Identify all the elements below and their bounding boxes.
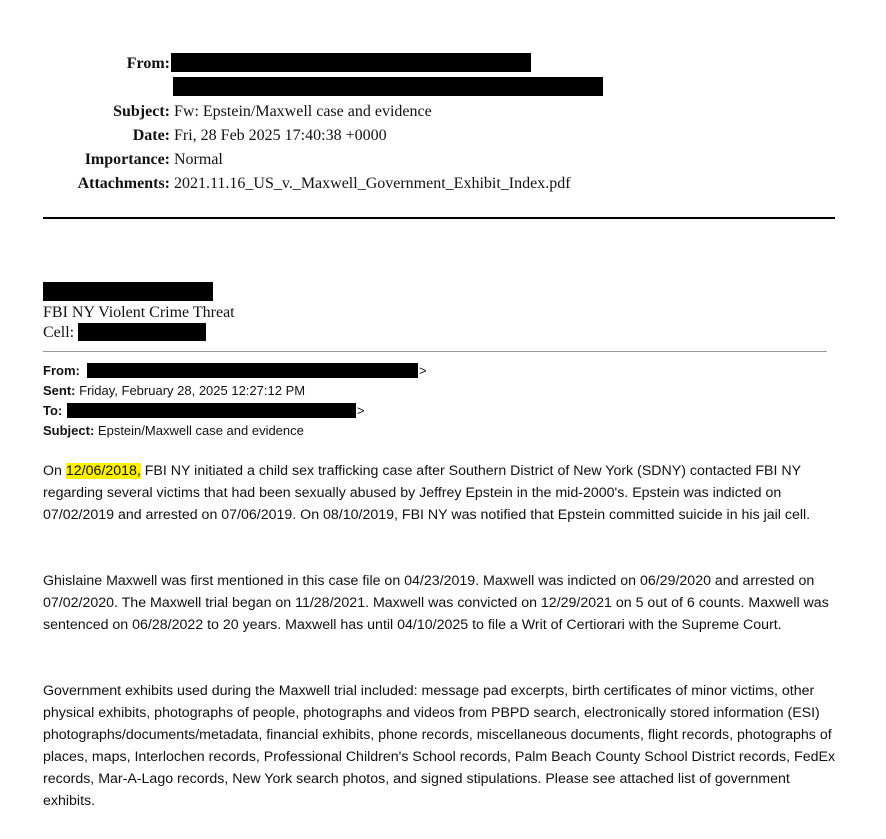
redacted-fwd-to xyxy=(67,403,356,418)
header-divider xyxy=(43,217,835,219)
fwd-sent-value: Friday, February 28, 2025 12:27:12 PM xyxy=(79,383,306,398)
body-paragraph-1 xyxy=(43,460,843,526)
body-paragraph-3: Government exhibits used during the Maxwell trial included: message pad excerpts, birth certificates of minor victims, other physical exhibits, photographs of people, photographs and videos from PBPD search, electronically stored information (ESI) photographs/documents/metadata, financial exhibits, phone records, miscellaneous documents, flight records, photographs of places, maps, Interlochen records, Professional Children's School records, Palm Beach County School District records, FedEx records, Mar-A-Lago records, New York search photos, and signed stipulations. Please see attached list of government exhibits. xyxy=(43,683,836,809)
p1-rest: FBI NY initiated a child sex trafficking case after Southern District of New York (SDNY) contacted FBI NY regarding several victims that had been sexually abused by Jeffrey Epstein in the mid-2000's. Epstein was indicted on 07/02/2019 and arrested on 07/06/2019. On 08/10/2019, FBI NY was notified that Epstein committed suicide in his jail cell. xyxy=(43,463,811,523)
fwd-to-row xyxy=(43,402,62,419)
redacted-cell-number xyxy=(78,323,206,341)
attachment-filename[interactable]: 2021.11.16_US_v._Maxwell_Government_Exhibit_Index.pdf xyxy=(174,175,571,192)
date-label: Date: xyxy=(132,127,170,144)
fwd-to-suffix: > xyxy=(357,403,365,418)
attachments-label: Attachments: xyxy=(77,175,170,192)
importance-label: Importance: xyxy=(84,151,170,168)
fwd-subject-value: Epstein/Maxwell case and evidence xyxy=(97,423,304,438)
redacted-from-address-line2 xyxy=(173,77,603,96)
fwd-subject-label: Subject: xyxy=(43,423,95,438)
date-value: Fri, 28 Feb 2025 17:40:38 +0000 xyxy=(174,127,387,144)
signature-cell xyxy=(43,323,74,343)
cell-label: Cell: xyxy=(43,324,75,341)
fwd-sent-row xyxy=(43,382,305,399)
fwd-sent-label: Sent: xyxy=(43,383,76,398)
signature-unit: FBI NY Violent Crime Threat xyxy=(43,304,235,321)
fwd-from-label: From: xyxy=(43,363,80,378)
redacted-from-address xyxy=(171,53,531,72)
redacted-sender-name xyxy=(43,282,213,301)
importance-value: Normal xyxy=(174,151,223,168)
subject-value: Fw: Epstein/Maxwell case and evidence xyxy=(174,103,432,120)
fwd-from-suffix: > xyxy=(419,363,427,378)
fwd-to-label: To: xyxy=(43,403,63,418)
fwd-subject-row xyxy=(43,422,304,439)
from-label: From: xyxy=(126,55,170,72)
subject-label: Subject: xyxy=(113,103,170,120)
redacted-fwd-from xyxy=(87,363,418,378)
highlighted-date: 12/06/2018, xyxy=(65,463,141,479)
signature-divider xyxy=(43,351,827,352)
fwd-from-row xyxy=(43,362,80,379)
p1-prefix: On xyxy=(43,463,66,479)
body-paragraph-2: Ghislaine Maxwell was first mentioned in this case file on 04/23/2019. Maxwell was indicted on 06/29/2020 and arrested on 07/02/2020. The Maxwell trial began on 11/28/2021. Maxwell was convicted on 12/29/2021 on 5 out of 6 counts. Maxwell was sentenced on 06/28/2022 to 20 years. Maxwell has until 04/10/2025 to file a Writ of Certiorari with the Supreme Court. xyxy=(43,573,829,633)
